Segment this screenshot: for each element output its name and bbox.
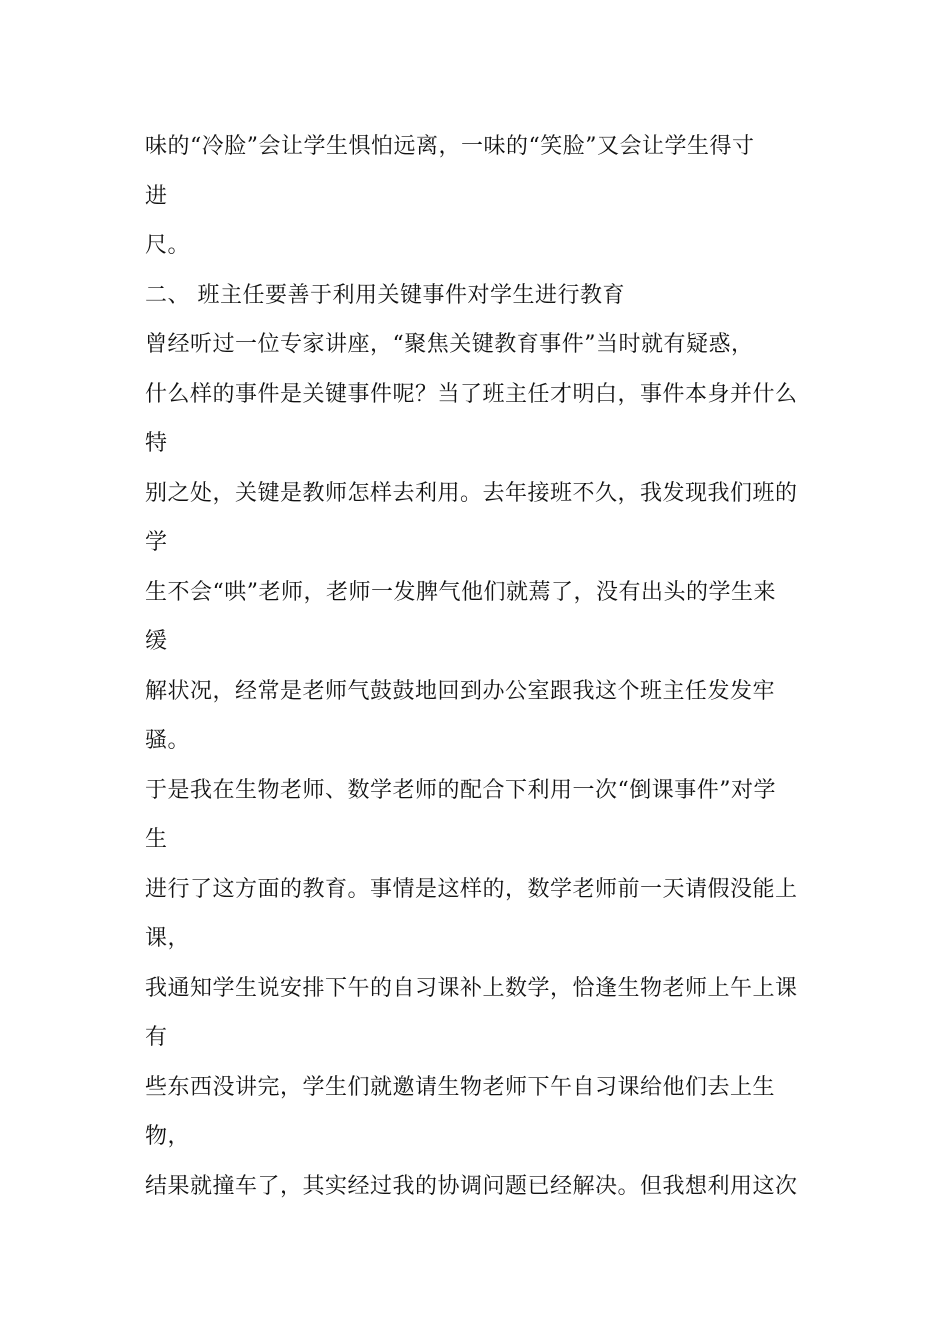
text-line: 我通知学生说安排下午的自习课补上数学，恰逢生物老师上午上课	[145, 975, 798, 1001]
text-line: 结果就撞车了，其实经过我的协调问题已经解决。但我想利用这次	[145, 1173, 798, 1199]
text-line: 缓	[145, 629, 168, 654]
text-line: 学	[145, 530, 168, 555]
section-heading: 二、 班主任要善于利用关键事件对学生进行教育	[145, 282, 625, 308]
text-line: 于是我在生物老师、数学老师的配合下利用一次“倒课事件”对学	[145, 777, 776, 803]
text-line: 些东西没讲完，学生们就邀请生物老师下午自习课给他们去上生	[145, 1074, 776, 1100]
text-line: 骚。	[145, 728, 191, 753]
text-line: 生	[145, 827, 168, 852]
body-text	[145, 122, 805, 1211]
text-line: 物，	[145, 1124, 191, 1149]
text-line: 解状况，经常是老师气鼓鼓地回到办公室跟我这个班主任发发牢	[145, 678, 776, 704]
text-line: 曾经听过一位专家讲座，“聚焦关键教育事件”当时就有疑惑，	[145, 332, 754, 357]
text-line: 特	[145, 431, 168, 456]
text-line: 什么样的事件是关键事件呢？当了班主任才明白，事件本身并什么	[145, 381, 798, 407]
text-line: 味的“冷脸”会让学生惧怕远离，一味的“笑脸”又会让学生得寸	[145, 134, 755, 159]
text-line: 进	[145, 183, 168, 209]
text-line: 别之处，关键是教师怎样去利用。去年接班不久，我发现我们班的	[145, 480, 798, 506]
text-line: 进行了这方面的教育。事情是这样的，数学老师前一天请假没能上	[145, 876, 798, 902]
text-line: 生不会“哄”老师，老师一发脾气他们就蔫了，没有出头的学生来	[145, 579, 776, 605]
text-line: 有	[145, 1025, 168, 1050]
text-line: 课，	[145, 926, 191, 951]
text-line: 尺。	[145, 233, 191, 258]
